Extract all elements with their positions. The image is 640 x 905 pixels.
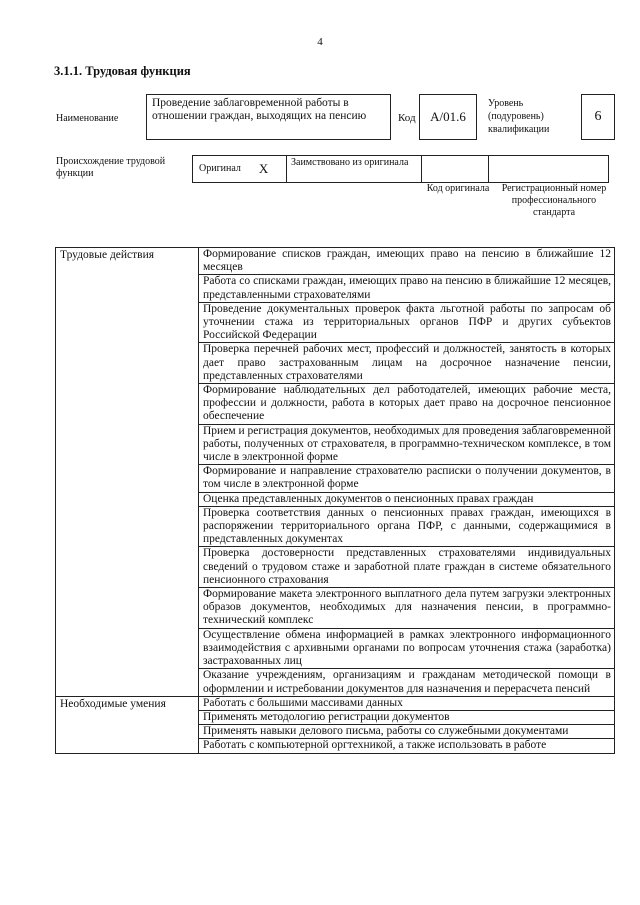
skills-label: Необходимые умения	[56, 696, 199, 753]
labor-actions-item: Осуществление обмена информацией в рамках электронного информационного взаимодействия с архивными органами по вопросам уточнения стажа (заработка) застрахованных лиц	[199, 628, 615, 669]
origin-borrowed-cell: Заимствовано из оригинала	[286, 155, 422, 183]
function-table	[55, 247, 615, 754]
level-value: 6	[581, 94, 615, 140]
origin-label: Происхождение трудовой функции	[56, 156, 166, 179]
name-label: Наименование	[56, 113, 119, 124]
origin-original-label: Оригинал	[199, 163, 241, 174]
labor-actions-item: Прием и регистрация документов, необходимых для проведения заблаговременной работы, полученных от страхователя, в программно-техническом комплексе, в том числе в электронной форме	[199, 424, 615, 465]
name-value: Проведение заблаговременной работы в отношении граждан, выходящих на пенсию	[146, 94, 391, 140]
labor-actions-item: Оказание учреждениям, организациям и гражданам методической помощи в оформлении и истребовании документов для назначения и перерасчета пенсий	[199, 669, 615, 696]
skills-item: Работать с компьютерной оргтехникой, а также использовать в работе	[199, 739, 615, 753]
origin-original-cell	[192, 155, 287, 183]
labor-actions-item: Формирование и направление страхователю расписки о получении документов, в том числе в электронной форме	[199, 465, 615, 492]
labor-actions-item: Формирование макета электронного выплатного дела путем загрузки электронных образов документов, необходимых для назначения пенсии, в программно-технический комплекс	[199, 588, 615, 629]
labor-actions-item: Проведение документальных проверок факта льготной работы по запросам об уточнении стажа из территориальных органов ПФР и других субъектов Российской Федерации	[199, 302, 615, 343]
labor-actions-item: Оценка представленных документов о пенсионных правах граждан	[199, 492, 615, 506]
original-code-label: Код оригинала	[426, 183, 490, 194]
labor-actions-item: Формирование списков граждан, имеющих право на пенсию в ближайшие 12 месяцев	[199, 248, 615, 275]
code-value: А/01.6	[419, 94, 477, 140]
origin-registration-cell	[488, 155, 609, 183]
labor-actions-item: Проверка соответствия данных о пенсионных правах граждан, имеющихся в распоряжении территориального органа ПФР, с данными, содержащимися в представленных документах	[199, 506, 615, 547]
table-row	[56, 248, 615, 275]
code-label: Код	[398, 112, 416, 124]
labor-actions-label: Трудовые действия	[56, 248, 199, 697]
level-label: Уровень (подуровень) квалификации	[488, 98, 550, 135]
skills-item: Применять навыки делового письма, работы со служебными документами	[199, 725, 615, 739]
skills-item: Работать с большими массивами данных	[199, 696, 615, 710]
labor-actions-item: Проверка перечней рабочих мест, профессий и должностей, занятость в которых дает право застрахованным лицам на досрочное назначение пенсии, представленных страхователями	[199, 343, 615, 384]
skills-item: Применять методологию регистрации документов	[199, 710, 615, 724]
origin-original-mark: Х	[258, 161, 269, 176]
origin-code-cell	[421, 155, 489, 183]
registration-number-label: Регистрационный номер профессионального стандарта	[501, 183, 607, 218]
table-row	[56, 696, 615, 710]
section-title: 3.1.1. Трудовая функция	[54, 64, 191, 78]
origin-table	[193, 155, 613, 183]
labor-actions-item: Проверка достоверности представленных страхователями индивидуальных сведений о трудовом стаже и заработной плате граждан в системе обязательного пенсионного страхования	[199, 547, 615, 588]
labor-actions-item: Работа со списками граждан, имеющих право на пенсию в ближайшие 12 месяцев, представленными страхователями	[199, 275, 615, 302]
page-number: 4	[317, 36, 323, 48]
labor-actions-item: Формирование наблюдательных дел работодателей, имеющих рабочие места, профессии и должности, работа в которых дает право на досрочное пенсионное обеспечение	[199, 384, 615, 425]
